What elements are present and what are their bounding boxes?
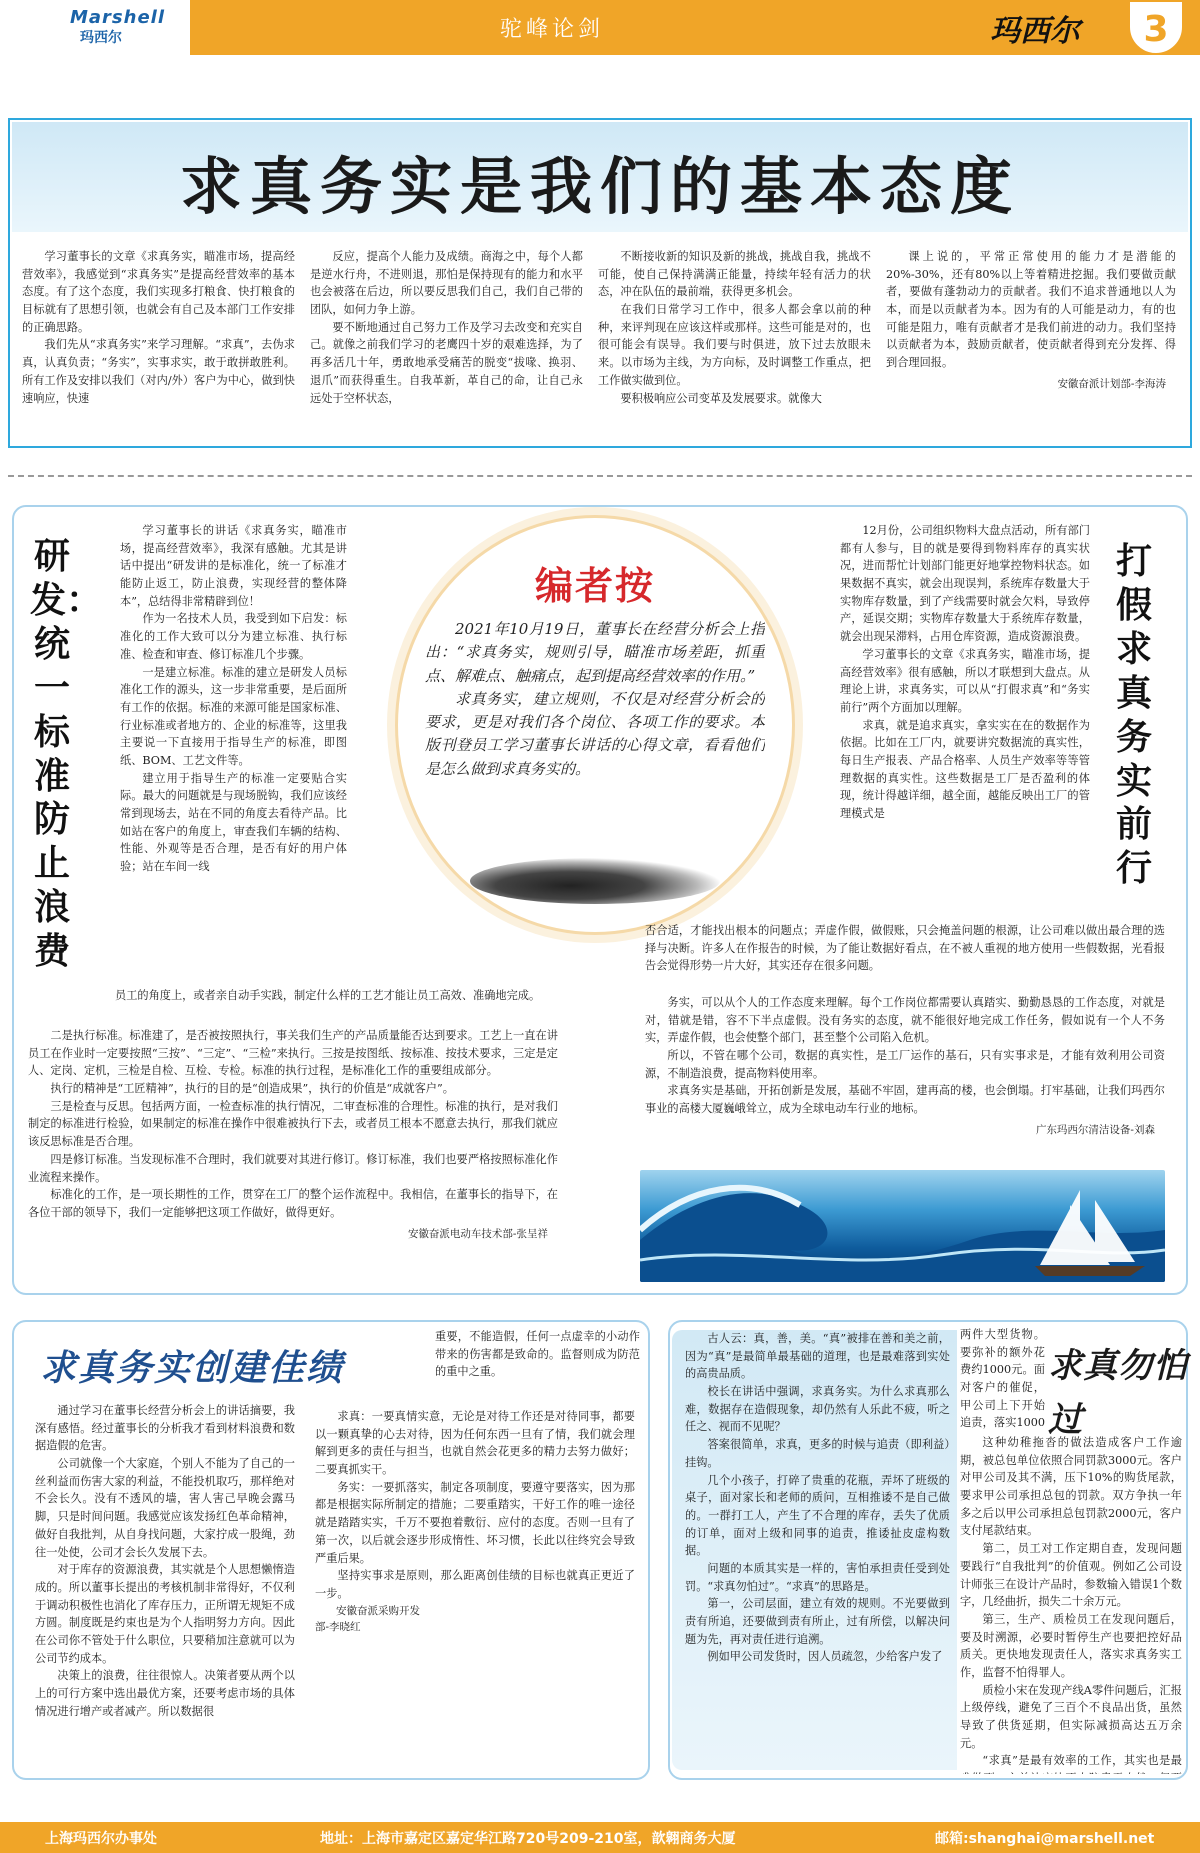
footer-office: 上海玛西尔办事处 (45, 1831, 157, 1847)
footer-email[interactable]: 邮箱:shanghai@marshell.net (935, 1831, 1155, 1847)
left-p9: 标准化的工作，是一项长期性的工作，贯穿在工厂的整个运作流程中。我相信，在董事长的指导下，在各位干部的领导下，我们一定能够把这项工作做好，做得更好。 (28, 1188, 558, 1219)
right-p6: 求真务实是基础，开拓创新是发展，基础不牢固，建再高的楼，也会倒塌。打牢基础，让我们玛西尔事业的高楼大厦巍峨耸立，成为全球电动车行业的地标。 (645, 1084, 1165, 1116)
left-p3: 一是建立标准。标准的建立是研发人员标准化工作的源头，这一步非常重要，是后面所有工作的依据。标准的来源可能是国家标准、行业标准或者地方的、企业的标准等，这里我主要说一下直接用于指导生产的标准，即图纸、BOM、工艺文件等。 (120, 665, 347, 767)
page-number: 3 (1143, 9, 1169, 50)
bl-sign-2: 部-李晓红 (315, 1621, 361, 1634)
br-p3: 答案很简单，求真，更多的时候与追责（即利益）挂钩。 (685, 1438, 950, 1469)
left-p1: 学习董事长的讲话《求真务实，瞄准市场，提高经营效率》，我深有感触。尤其是讲话中提出“研发讲的是标准化，统一了标准才能防止返工，防止浪费，实现经营的整体降本”，总结得非常精辟到位！ (120, 524, 347, 608)
top-col-1 (22, 248, 295, 443)
bl-p7: 坚持实事求是原则，那么距离创佳绩的目标也就真正更近了一步。 (315, 1569, 635, 1600)
right-p3: 求真，就是追求真实，拿实实在在的数据作为依据。比如在工厂内，就要讲究数据流的真实性，每日生产报表、产品合格率、人员生产效率等等管理数据的真实性。这些数据是工厂是否盈利的体现，统计得越详细，越全面，越能反映出工厂的管理模式是 (840, 718, 1090, 820)
right-signature: 广东玛西尔清洁设备-刘森 (1035, 1123, 1155, 1136)
dashed-divider (8, 475, 1192, 477)
br-col2-top: 两件大型货物。要弥补的额外花费约1000元。面对客户的催促，甲公司上下开始追责，落实1000 (960, 1328, 1045, 1430)
bl-p3: 对于库存的资源浪费，其实就是个人思想懒惰造成的。所以董事长提出的考核机制非常得好，不仅利于调动积极性也消化了库存压力，正所谓无规矩不成方圆。制度既是约束也是为个人指明努力方向。因此在公司你不管处于什么职位，只要稍加注意就可以为公司节约成本。 (35, 1563, 295, 1665)
brand-logo: Marshell (70, 7, 166, 28)
br-col-2-top (960, 1326, 1045, 1434)
br-p11: 质检小宋在发现产线A零件问题后，汇报上级停线，避免了三百个不良品出货，虽然导致了供货延期，但实际减损高达五万余元。 (960, 1683, 1182, 1750)
left-continued-line (115, 987, 555, 1027)
top-col3-p2: 在我们日常学习工作中，很多人都会拿以前的种种，来评判现在应该这样或那样。这些可能是对的，也很可能会有误导。我们要与时俱进，放下过去放眼未来。以市场为主线，为方向标，及时调整工作重点，把工作做实做到位。 (598, 303, 871, 387)
bl-p4: 决策上的浪费，往往很惊人。决策者要从两个以上的可行方案中选出最优方案，还要考虑市场的具体情况进行增产或者减产。所以数据很 (35, 1669, 295, 1718)
bl-p6: 务实：一要抓落实，制定各项制度，要遵守要落实，因为那都是根据实际所制定的措施；二要重踏实，干好工作的唯一途径就是踏踏实实，千万不要抱着敷衍、应付的态度。否则一旦有了第一次，以后就会逐步形成惰性、坏习惯，长此以往终究会导致严重后果。 (315, 1480, 635, 1565)
left-p7: 三是检查与反思。包括两方面，一检查标准的执行情况，二审查标准的合理性。标准的执行，是对我们制定的标准进行检验，如果制定的标准在操作中很难被执行下去，或者员工根本不愿意去执行，那我们就应该反思标准是否合理。 (28, 1099, 558, 1149)
right-continued-line (645, 922, 1165, 994)
editor-note-text (425, 618, 765, 858)
right-p5: 所以，不管在哪个公司，数据的真实性，是工厂运作的基石，只有实事求是，才能有效利用公司资源，不制造浪费，提高物料使用率。 (645, 1049, 1165, 1080)
br-p4: 几个小孩子，打碎了贵重的花瓶，弄坏了班级的桌子，面对家长和老师的质问，互相推诿不是自己做的。一群打工人，产生了不合理的库存，丢失了优质的订单，面对上级和同事的追责，推诿扯皮虚构数据。 (685, 1473, 950, 1558)
br-p2: 校长在讲话中强调，求真务实。为什么求真那么难，数据存在造假现象，却仍然有人乐此不疲，听之任之、视而不见呢？ (685, 1385, 950, 1434)
wave-illustration (640, 1170, 1165, 1282)
bl-p1: 通过学习在董事长经营分析会上的讲话摘要，我深有感悟。经过董事长的分析我才看到材料浪费和数据造假的危害。 (35, 1404, 295, 1453)
left-article-title: 研发：统一标准 防止浪费 (30, 535, 103, 973)
left-p4: 建立用于指导生产的标准一定要贴合实际。最大的问题就是与现场脱钩，我们应该经常到现场去，站在不同的角度去看待产品。比如站在客户的角度上，审查我们车辆的结构、性能、外观等是否合理，是否有好的用户体验；站在车间一线 (120, 771, 347, 874)
bl-sign-1: 安徽奋派采购开发 (336, 1604, 420, 1617)
editor-note-p1: 2021年10月19日，董事长在经营分析会上指出：“求真务实，规则引导，瞄准市场差距，抓重点、解难点、触痛点，起到提高经营效率的作用。” (425, 620, 765, 685)
section-title: 驼峰论剑 (500, 17, 605, 42)
br-col-1 (685, 1330, 950, 1765)
br-p10: 第三，生产、质检员工在发现问题后，要及时溯源，必要时暂停生产也要把控好品质关。更快地发现责任人，落实求真务实工作，监督不怕得罪人。 (960, 1612, 1182, 1679)
bl-col-2 (315, 1408, 635, 1753)
br-p9: 第二，员工对工作定期自查，发现问题要践行“自我批判”的价值观。例如乙公司设计师张三在设计产品时，参数输入错误1个数字，几经曲折，损失二十余万元。 (960, 1542, 1182, 1609)
br-p7: 例如甲公司发货时，因人员疏忽，少给客户发了 (707, 1650, 943, 1664)
br-p12: “求真”是最有效率的工作，其实也是最 (982, 1754, 1182, 1768)
right-p4: 务实，可以从个人的工作态度来理解。每个工作岗位都需要认真踏实、勤勤恳恳的工作态度，对就是对，错就是错，容不下半点虚假。没有务实的态度，就不能很好地完成工作任务，假如说有一个人不务实，弄虚作假，也会使整个部门，甚至整个公司陷入危机。 (645, 996, 1165, 1045)
br-p1: 古人云：真，善，美。“真”被排在善和美之前，因为“真”是最简单最基础的道理，也是最难落到实处的高贵品质。 (685, 1332, 950, 1381)
top-col3-p3: 要积极响应公司变革及发展要求。就像大 (620, 391, 822, 405)
bl-p2: 公司就像一个大家庭，个别人不能为了自己的一丝利益而伤害大家的利益，不能投机取巧，那样绝对不会长久。没有不透风的墙，害人害己早晚会露马脚，只是时间问题。我感觉应该发扬红色革命精神，做好自我批判，从自身找问题，大家拧成一股绳，劲往一处使，公司才会长久发展下去。 (35, 1457, 295, 1559)
right-p2: 学习董事长的文章《求真务实，瞄准市场，提高经营效率》很有感触，所以才联想到大盘点。从理论上讲，求真务实，可以从“打假求真”和“务实前行”两个方面加以理解。 (840, 647, 1090, 714)
left-narrow-column (120, 522, 347, 987)
left-p2: 作为一名技术人员，我受到如下启发：标准化的工作大致可以分为建立标准、执行标准、检查和审查、修订标准几个步骤。 (120, 612, 347, 661)
top-col3-p1: 不断接收新的知识及新的挑战，挑战自我，挑战不可能，使自己保持满满正能量，持续年轻有活力的状态，冲在队伍的最前端，获得更多机会。 (598, 250, 871, 299)
left-wide-column (28, 1027, 558, 1287)
bl-col-2-top (435, 1328, 640, 1408)
left-signature: 安徽奋派电动车技术部-张呈祥 (407, 1227, 548, 1240)
br-p6: 第一，公司层面，建立有效的规则。不光要做到责有所追，还要做到责有所止，过有所偿，以解决问题为先，再对责任进行追溯。 (685, 1597, 950, 1646)
left-cont: 员工的角度上，或者亲自动手实践，制定什么样的工艺才能让员工高效、准确地完成。 (115, 989, 541, 1002)
top-col-4 (886, 248, 1176, 443)
top-col-2 (310, 248, 583, 443)
bl-col-1 (35, 1402, 295, 1772)
left-p6: 执行的精神是“工匠精神”，执行的目的是“创造成果”，执行的价值是“成就客户”。 (50, 1082, 454, 1096)
top-signature: 安徽奋派计划部-李海涛 (1057, 377, 1166, 390)
top-col1-p1: 学习董事长的文章《求真务实，瞄准市场，提高经营效率》，我感觉到“求真务实”是提高经营效率的基本态度。有了这个态度，我们实现多打粮食、快打粮食的目标就有了思想引领，也就会有自己及本部门工作安排的正确思路。 (22, 250, 295, 334)
top-title: 求真务实是我们的基本态度 (179, 150, 1020, 223)
top-col1-p2: 我们先从“求真务实”来学习理解。“求真”，去伪求真，认真负责；“务实”，实事求实，敢于敢拼敢胜利。所有工作及安排以我们（对内/外）客户为中心，做到快速响应，快速 (22, 338, 295, 405)
top-col2-p2: 要不断地通过自己努力工作及学习去改变和充实自己。就像之前我们学习的老鹰四十岁的艰难选择，为了再多活几十年，勇敢地承受痛苦的脱变“拔喙、换羽、退爪”而获得重生。自我革新，革自己的命，让自己永远处于空杯状态， (310, 320, 583, 405)
br-p5: 问题的本质其实是一样的，害怕承担责任受到处罚。“求真勿怕过”。“求真”的思路是。 (685, 1561, 950, 1593)
brand-name-cn: 玛西尔 (80, 30, 122, 46)
right-p1: 12月份，公司组织物料大盘点活动，所有部门都有人参与，目的就是要得到物料库存的真实状况，进而帮忙计划部门能更好地掌控物料状态。如果数据不真实，就会出现误判，系统库存数量大于实物库存数量，到了产线需要时就会欠料，导致停产，延误交期；实物库存数量大于系统库存数量，就会出现呆滞料，占用仓库资源，造成资源浪费。 (840, 524, 1090, 644)
left-p8: 四是修订标准。当发现标准不合理时，我们就要对其进行修订。修订标准，我们也要严格按照标准化作业流程来操作。 (28, 1152, 558, 1184)
top-col-3 (598, 248, 871, 443)
top-col2-p1: 反应，提高个人能力及成绩。商海之中，每个人都是逆水行舟，不进则退，那怕是保持现有的能力和水平也会被落在后边，所以要反思我们自己，我们自己带的团队，如何力争上游。 (310, 250, 583, 317)
bottom-left-title: 求真务实创建佳绩 (40, 1347, 345, 1389)
bl-col2-top: 重要，不能造假，任何一点虚幸的小动作带来的伤害都是致命的。监督则成为防范的重中之重。 (435, 1330, 640, 1379)
br-p8: 这种幼稚拖沓的做法造成客户工作逾期，被总包单位依照合同罚款3000元。客户对甲公司及其不满，压下10%的购货尾款，要求甲公司承担总包的罚款。双方争执一年多之后以甲公司承担总包罚款2000元，客户支付尾款结束。 (960, 1436, 1182, 1538)
editor-note-title: 编者按 (534, 563, 655, 608)
right-article-title: 打假求真 务实前行 (1115, 540, 1152, 890)
bl-p5: 求真：一要真情实意，无论是对待工作还是对待同事，都要以一颗真挚的心去对待，因为任何东西一旦有了情，我们就会理解到更多的责任与担当，也就自然会花更多的精力去努力做好；二要真抓实干。 (315, 1410, 635, 1477)
editor-note-p2: 求真务实，建立规则，不仅是对经营分析会的要求，更是对我们各个岗位、各项工作的要求。本版刊登员工学习董事长讲话的心得文章，看看他们是怎么做到求真务实的。 (425, 689, 765, 778)
br-col-2 (960, 1434, 1182, 1774)
top-col4-p1: 课上说的，平常正常使用的能力才是潜能的20%-30%，还有80%以上等着精进挖掘。我们要做贡献者，要做有蓬勃动力的贡献者。我们不追求普通地以人为本，而是以贡献者为本。因为有的人可能是动力，有的也可能是阻力，唯有贡献者才是我们前进的动力。我们坚持以贡献者为本，鼓励贡献者，使贡献者得到充分发挥、得到合理回报。 (886, 250, 1176, 370)
bottom-right-title: 求真勿怕过 (1048, 1346, 1188, 1440)
left-p5: 二是执行标准。标准建了，是否被按照执行，事关我们生产的产品质量能否达到要求。工艺上一直在讲员工在作业时一定要按照“三按”、“三定”、“三检”来执行。三按是按图纸、按标准、按技术要求，三定是定人、定岗、定机，三检是自检、互检、专检。标准的执行过程，是标准化工作的重要组成部分。 (28, 1029, 558, 1078)
ink-brush-stroke (470, 858, 720, 904)
ocean-wave-image (640, 1170, 1165, 1282)
script-logo: 玛西尔 (990, 14, 1080, 49)
right-wide-column (645, 994, 1165, 1166)
right-cont: 否合适，才能找出根本的问题点；弄虚作假，做假账，只会掩盖问题的根源，让公司难以做出最合理的选择与决断。许多人在作报告的时候，为了能让数据好看点，在不被人重视的地方使用一些假数据，光看报告会觉得形势一片大好，其实还存在很多问题。 (645, 924, 1165, 973)
footer-address: 地址：上海市嘉定区嘉定华江路720号209-210室，歆翱商务大厦 (320, 1831, 736, 1847)
right-narrow-column (840, 522, 1090, 922)
